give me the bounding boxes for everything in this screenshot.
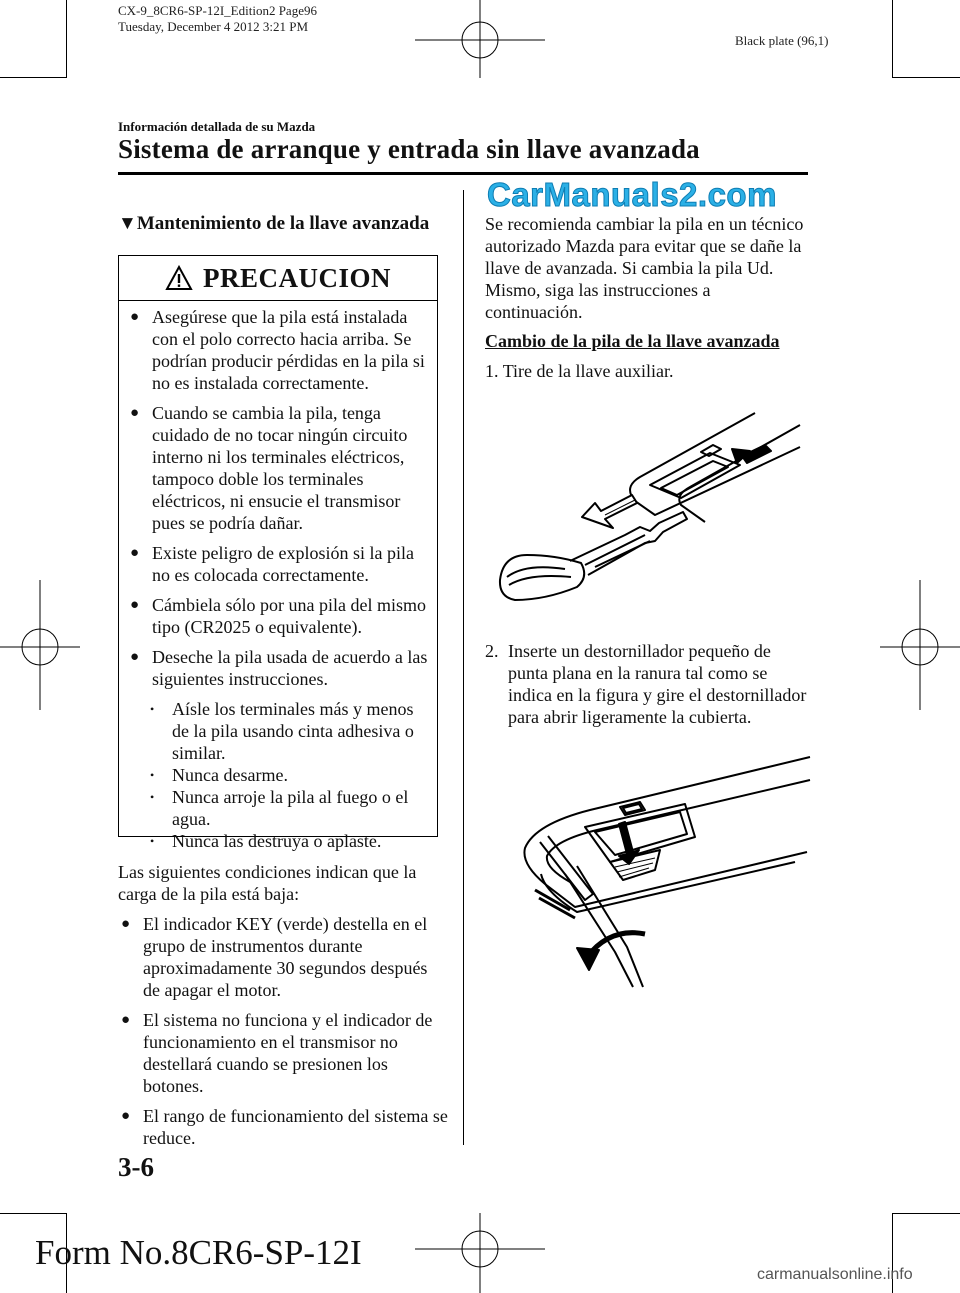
watermark-logo: CarManuals2.com [487, 176, 777, 213]
registration-mark-right [880, 580, 960, 710]
auxiliary-key-removal-figure [485, 405, 805, 630]
low-battery-intro: Las siguientes condiciones indican que la carga de la pila está baja: [118, 862, 417, 904]
low-battery-section [118, 861, 448, 1157]
screwdriver-cover-figure [515, 752, 815, 997]
step-number: 1. [485, 361, 499, 381]
step-number: 2. [485, 641, 499, 661]
intro-paragraph: Se recomienda cambiar la pila en un técnico autorizado Mazda para evitar que se dañe la llave de avanzada. Si cambia la pila Ud. Mismo, siga las instrucciones a continuación. [485, 214, 804, 322]
caution-sub-bullet: • Aísle los terminales más y menos de la pila usando cinta adhesiva o similar. [150, 699, 414, 763]
plate-label: Black plate (96,1) [735, 33, 829, 48]
caution-box [118, 255, 438, 851]
step-text: Inserte un destornillador pequeño de punta plana en la ranura tal como se indica en la figura y gire el destornillador para abrir ligeramente la cubierta. [508, 641, 807, 727]
low-battery-bullet: ● El rango de funcionamiento del sistema se reduce. [121, 1106, 448, 1148]
section-label: Información detallada de su Mazda [118, 119, 316, 134]
low-battery-bullet: ● El indicador KEY (verde) destella en el grupo de instrumentos durante aproximadamente 30 segundos después de apagar el motor. [121, 914, 428, 1000]
step-1 [485, 360, 810, 382]
procedure-title: Cambio de la pila de la llave avanzada [485, 331, 780, 351]
subsection-heading [118, 213, 429, 235]
caution-sub-bullet: • Nunca las destruya o aplaste. [150, 831, 382, 851]
registration-mark-left [0, 580, 80, 710]
subsection-title: Mantenimiento de la llave avanzada [136, 213, 430, 234]
caution-bullet: ● Deseche la pila usada de acuerdo a las siguientes instrucciones. [130, 647, 428, 689]
footer-brand-logo: carmanualsonline.info [757, 1266, 913, 1283]
caution-header [119, 256, 437, 301]
page-title: Sistema de arranque y entrada sin llave avanzada [118, 134, 700, 164]
triangle-marker-icon: ▼ [118, 213, 137, 234]
caution-bullet: ● Existe peligro de explosión si la pila no es colocada correctamente. [130, 543, 414, 585]
title-rule [118, 172, 808, 175]
caution-content [119, 301, 437, 852]
print-timestamp: Tuesday, December 4 2012 3:21 PM [118, 19, 309, 34]
page-number: 3-6 [118, 1152, 154, 1182]
registration-mark-bottom [415, 1213, 545, 1293]
registration-mark-top [415, 0, 545, 80]
column-divider [463, 190, 464, 1145]
caution-sub-list [127, 698, 429, 852]
form-number: Form No.8CR6-SP-12I [35, 1233, 362, 1272]
caution-sub-bullet: • Nunca arroje la pila al fuego o el agua. [150, 787, 409, 829]
caution-heading: PRECAUCION [202, 262, 391, 293]
low-battery-bullet: ● El sistema no funciona y el indicador de funcionamiento en el transmisor no destellará cuando se presionen los botones. [121, 1010, 433, 1096]
caution-bullet: ● Asegúrese que la pila está instalada con el polo correcto hacia arriba. Se podrían producir pérdidas en la pila si no es instalada correctamente. [130, 307, 425, 393]
step-text: Tire de la llave auxiliar. [502, 361, 674, 381]
caution-sub-bullet: • Nunca desarme. [150, 765, 288, 785]
warning-triangle-icon [165, 265, 193, 291]
print-file-name: CX-9_8CR6-SP-12I_Edition2 Page96 [118, 3, 317, 18]
caution-bullet: ● Cámbiela sólo por una pila del mismo tipo (CR2025 o equivalente). [130, 595, 426, 637]
step-2 [485, 640, 810, 728]
caution-bullet: ● Cuando se cambia la pila, tenga cuidado de no tocar ningún circuito interno ni los terminales eléctricos, tampoco doble los terminales eléctricos, ni ensucie el transmisor pues se podría dañar. [130, 403, 408, 533]
